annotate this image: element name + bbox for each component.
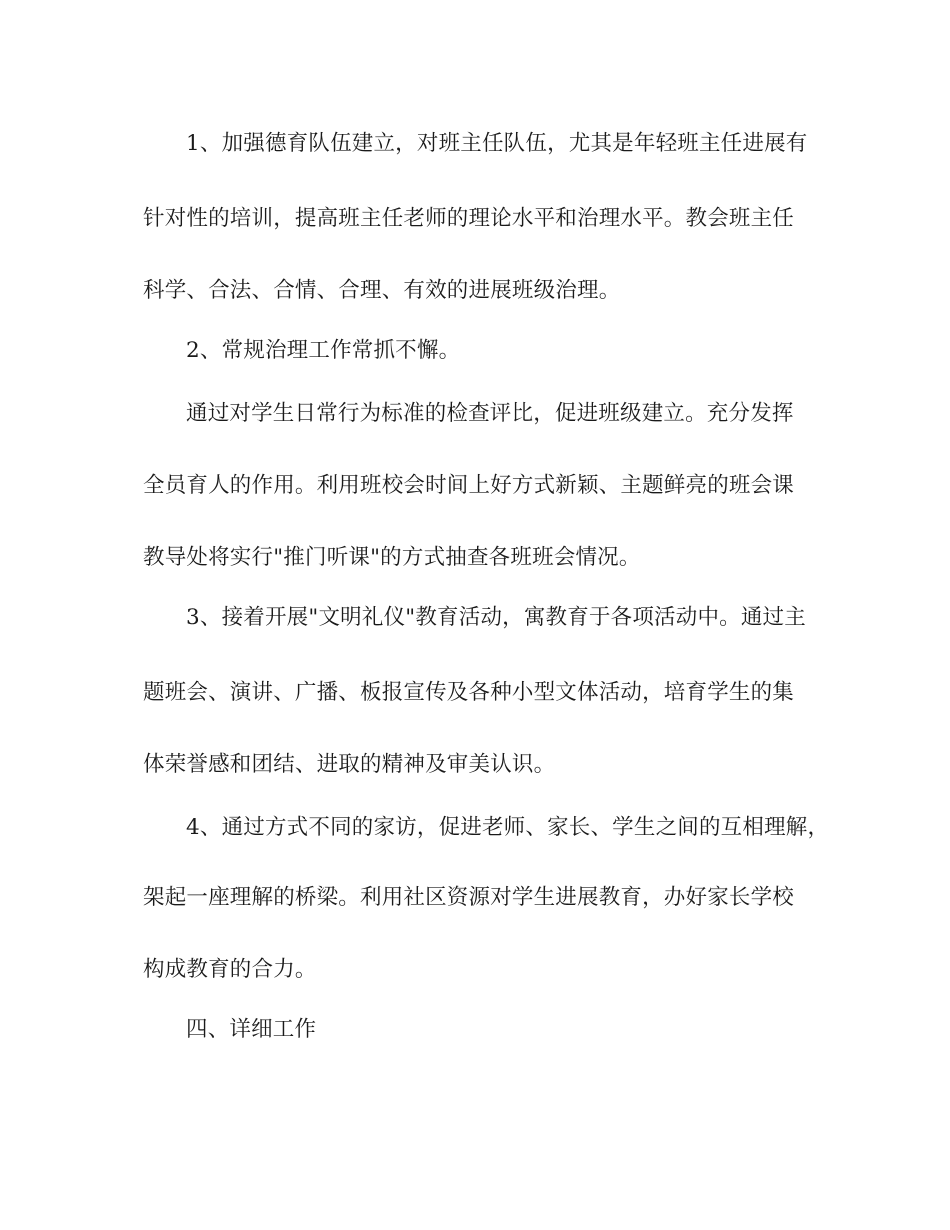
paragraph-3-line-2: 全员育人的作用。利用班校会时间上好方式新颖、主题鲜亮的班会课	[143, 473, 795, 498]
paragraph-2-line-1: 2、常规治理工作常抓不懈。	[186, 338, 461, 363]
paragraph-4-line-1: 3、接着开展"文明礼仪"教育活动，寓教育于各项活动中。通过主	[186, 605, 806, 630]
section-heading: 四、详细工作	[186, 1017, 317, 1042]
paragraph-5-line-3: 构成教育的合力。	[143, 957, 317, 982]
paragraph-3-line-1: 通过对学生日常行为标准的检查评比，促进班级建立。充分发挥	[186, 401, 794, 426]
paragraph-5-line-2: 架起一座理解的桥梁。利用社区资源对学生进展教育，办好家长学校	[143, 885, 795, 910]
paragraph-1-line-2: 针对性的培训，提高班主任老师的理论水平和治理水平。教会班主任	[143, 206, 795, 231]
paragraph-4-line-3: 体荣誉感和团结、进取的精神及审美认识。	[143, 752, 556, 777]
paragraph-1-line-3: 科学、合法、合情、合理、有效的进展班级治理。	[143, 278, 621, 303]
paragraph-1-line-1: 1、加强德育队伍建立，对班主任队伍，尤其是年轻班主任进展有	[186, 131, 808, 156]
paragraph-3-line-3: 教导处将实行"推门听课"的方式抽查各班班会情况。	[143, 545, 641, 570]
paragraph-4-line-2: 题班会、演讲、广播、板报宣传及各种小型文体活动，培育学生的集	[143, 680, 795, 705]
paragraph-5-line-1: 4、通过方式不同的家访，促进老师、家长、学生之间的互相理解，	[186, 815, 830, 840]
